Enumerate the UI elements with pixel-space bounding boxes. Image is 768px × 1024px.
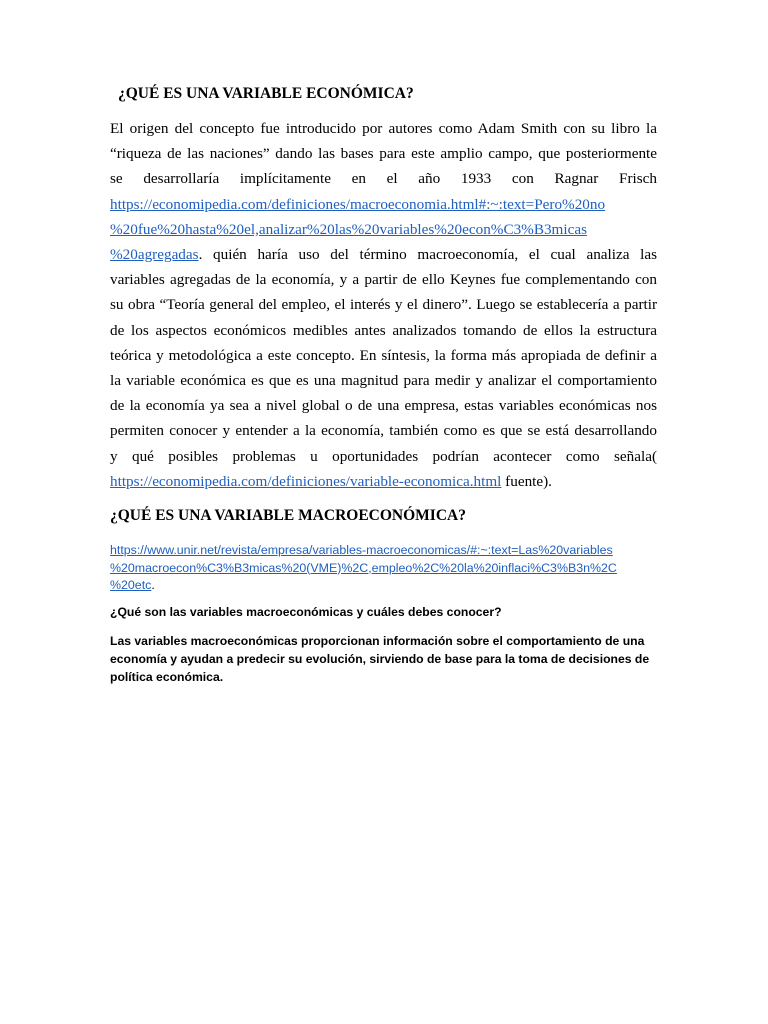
- unir-link-line: [110, 560, 670, 578]
- paragraph-line: su obra “Teoría general del empleo, el interés y el dinero”. Luego se establecería a partir: [110, 296, 657, 314]
- macroeconomia-link[interactable]: https://economipedia.com/definiciones/macroeconomia.html#:~:text=Pero%20no: [110, 195, 606, 213]
- unir-link-line: [110, 577, 670, 595]
- paragraph-line: de los aspectos económicos medibles antes analizados tomando de ellos la estructura: [110, 321, 657, 339]
- answer-line: política económica.: [110, 670, 224, 684]
- variable-economica-link[interactable]: https://economipedia.com/definiciones/variable-economica.html: [110, 472, 502, 490]
- paragraph-line: “riqueza de las naciones” dando las bases para este amplio campo, que posteriormente: [110, 145, 657, 163]
- paragraph-line: El origen del concepto fue introducido por autores como Adam Smith con su libro la: [110, 120, 657, 137]
- heading-variable-economica: ¿QUÉ ES UNA VARIABLE ECONÓMICA?: [118, 85, 414, 102]
- paragraph-line: de la economía ya sea a nivel global o de una empresa, estas variables económicas nos: [110, 397, 657, 415]
- paragraph-line: variables agregadas de la economía, y a partir de ello Keynes fue complementando con: [110, 271, 657, 289]
- paragraph-text: fuente).: [501, 472, 552, 490]
- paragraph-link-line: [110, 192, 657, 217]
- answer-line: Las variables macroeconómicas proporcionan información sobre el comportamiento de una: [110, 634, 645, 648]
- unir-link[interactable]: https://www.unir.net/revista/empresa/variables-macroeconomicas/#:~:text=Las%20variables: [110, 543, 613, 557]
- macroeconomia-link-end[interactable]: %20agregadas: [110, 246, 199, 264]
- paragraph-line: permiten conocer y entender a la economía, también como es que se está desarrollando: [110, 422, 657, 440]
- paragraph-link-line: [110, 217, 657, 242]
- question-heading: ¿Qué son las variables macroeconómicas y cuáles debes conocer?: [110, 605, 502, 619]
- paragraph-line: se desarrollaría implícitamente en el año 1933 con Ragnar Frisch: [110, 170, 657, 188]
- unir-trailing-period: .: [151, 578, 155, 592]
- macroeconomia-link-cont[interactable]: %20fue%20hasta%20el,analizar%20las%20variables%20econ%C3%B3micas: [110, 220, 587, 238]
- paragraph-text: . quién haría uso del término macroeconomía, el cual analiza las: [198, 246, 657, 264]
- heading-variable-macroeconomica: ¿QUÉ ES UNA VARIABLE MACROECONÓMICA?: [110, 507, 466, 524]
- paragraph-line: y qué posibles problemas u oportunidades podrían acontecer como señala(: [110, 447, 657, 465]
- answer-line: economía y ayudan a predecir su evolución, sirviendo de base para la toma de decisiones de: [110, 652, 650, 666]
- unir-link-end[interactable]: %20etc: [110, 578, 152, 592]
- paragraph-link-line: [110, 469, 657, 494]
- unir-link-block: [110, 542, 670, 595]
- paragraph-line: teórica y metodológica a este concepto. En síntesis, la forma más apropiada de definir a: [110, 346, 657, 364]
- unir-link-line: [110, 542, 670, 560]
- paragraph-line: la variable económica es que es una magnitud para medir y analizar el comportamiento: [110, 372, 657, 390]
- body-paragraph: [110, 116, 657, 494]
- unir-link-cont[interactable]: %20macroecon%C3%B3micas%20(VME)%2C,empleo%2C%20la%20inflaci%C3%B3n%2C: [110, 560, 617, 575]
- paragraph-line: [110, 242, 657, 267]
- answer-paragraph: [110, 632, 670, 686]
